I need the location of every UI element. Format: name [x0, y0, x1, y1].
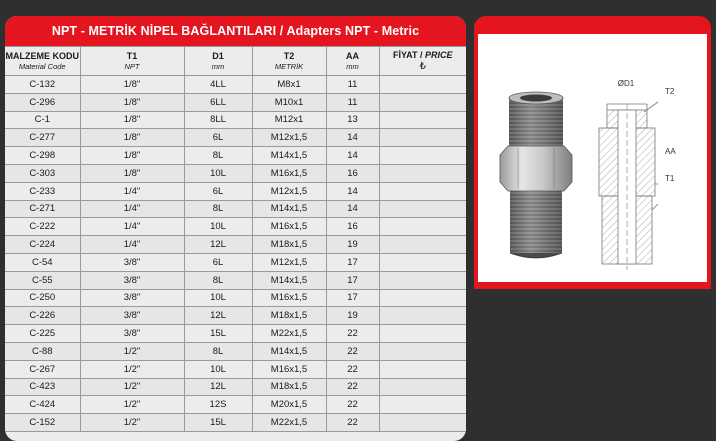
cell-t1: 1/8" — [80, 129, 184, 147]
label-aa: AA — [665, 147, 676, 156]
cell-t1: 3/8" — [80, 253, 184, 271]
cell-aa: 17 — [326, 289, 379, 307]
cell-t1: 1/2" — [80, 378, 184, 396]
cell-price — [379, 164, 466, 182]
cell-t1: 1/8" — [80, 76, 184, 94]
table-title: NPT - METRİK NİPEL BAĞLANTILARI / Adapters NPT - Metric — [5, 16, 466, 46]
cell-t2: M12x1 — [252, 111, 326, 129]
cell-t2: M16x1,5 — [252, 164, 326, 182]
cell-d1: 8L — [184, 147, 252, 165]
price-table-panel — [5, 16, 466, 441]
cell-aa: 14 — [326, 147, 379, 165]
cell-d1: 8LL — [184, 111, 252, 129]
cell-d1: 8L — [184, 271, 252, 289]
cell-t1: 1/4" — [80, 182, 184, 200]
cell-t2: M14x1,5 — [252, 342, 326, 360]
cell-price — [379, 218, 466, 236]
cell-aa: 22 — [326, 414, 379, 432]
cell-t1: 1/4" — [80, 218, 184, 236]
cell-d1: 12L — [184, 307, 252, 325]
cell-material-code: C-224 — [5, 236, 80, 254]
table-row — [5, 111, 466, 129]
adapter-photo — [500, 92, 572, 258]
cell-material-code: C-277 — [5, 129, 80, 147]
cell-aa: 22 — [326, 378, 379, 396]
cell-material-code: C-55 — [5, 271, 80, 289]
header-d1: D1 mm — [184, 47, 252, 76]
cell-price — [379, 342, 466, 360]
cell-d1: 4LL — [184, 76, 252, 94]
cell-material-code: C-132 — [5, 76, 80, 94]
table-row — [5, 93, 466, 111]
cell-aa: 13 — [326, 111, 379, 129]
cell-aa: 16 — [326, 218, 379, 236]
adapter-section-drawing — [599, 102, 658, 270]
adapter-diagram — [478, 34, 707, 282]
cell-t1: 3/8" — [80, 325, 184, 343]
cell-t2: M20x1,5 — [252, 396, 326, 414]
header-t2: T2 METRİK — [252, 47, 326, 76]
cell-material-code: C-54 — [5, 253, 80, 271]
table-row — [5, 378, 466, 396]
cell-t2: M22x1,5 — [252, 414, 326, 432]
cell-t1: 1/8" — [80, 147, 184, 165]
cell-t2: M10x1 — [252, 93, 326, 111]
diagram-panel — [474, 16, 711, 289]
label-t1: T1 — [665, 174, 675, 183]
cell-d1: 6LL — [184, 93, 252, 111]
cell-material-code: C-298 — [5, 147, 80, 165]
cell-t1: 1/2" — [80, 414, 184, 432]
cell-price — [379, 396, 466, 414]
cell-price — [379, 236, 466, 254]
cell-aa: 11 — [326, 93, 379, 111]
table-row — [5, 396, 466, 414]
label-t2: T2 — [665, 87, 675, 96]
header-aa: AA mm — [326, 47, 379, 76]
cell-price — [379, 414, 466, 432]
cell-d1: 10L — [184, 289, 252, 307]
header-t1: T1 NPT — [80, 47, 184, 76]
cell-t2: M14x1,5 — [252, 200, 326, 218]
cell-material-code: C-152 — [5, 414, 80, 432]
cell-t2: M18x1,5 — [252, 378, 326, 396]
table-row — [5, 414, 466, 432]
cell-aa: 22 — [326, 360, 379, 378]
cell-price — [379, 182, 466, 200]
cell-aa: 16 — [326, 164, 379, 182]
cell-d1: 10L — [184, 164, 252, 182]
cell-aa: 19 — [326, 307, 379, 325]
cell-aa: 14 — [326, 129, 379, 147]
cell-aa: 22 — [326, 342, 379, 360]
cell-material-code: C-424 — [5, 396, 80, 414]
cell-material-code: C-226 — [5, 307, 80, 325]
cell-material-code: C-267 — [5, 360, 80, 378]
cell-t1: 3/8" — [80, 289, 184, 307]
cell-t2: M22x1,5 — [252, 325, 326, 343]
cell-t2: M16x1,5 — [252, 289, 326, 307]
cell-aa: 19 — [326, 236, 379, 254]
cell-t1: 1/2" — [80, 396, 184, 414]
cell-material-code: C-250 — [5, 289, 80, 307]
cell-d1: 15L — [184, 414, 252, 432]
table-row — [5, 342, 466, 360]
cell-material-code: C-271 — [5, 200, 80, 218]
cell-price — [379, 76, 466, 94]
cell-material-code: C-423 — [5, 378, 80, 396]
cell-material-code: C-222 — [5, 218, 80, 236]
cell-t2: M16x1,5 — [252, 360, 326, 378]
adapters-table — [5, 46, 466, 432]
cell-aa: 17 — [326, 253, 379, 271]
cell-t2: M14x1,5 — [252, 147, 326, 165]
table-row — [5, 325, 466, 343]
table-row — [5, 147, 466, 165]
cell-d1: 12S — [184, 396, 252, 414]
cell-price — [379, 147, 466, 165]
cell-d1: 10L — [184, 218, 252, 236]
cell-t1: 1/8" — [80, 164, 184, 182]
cell-t1: 3/8" — [80, 271, 184, 289]
cell-t1: 1/4" — [80, 236, 184, 254]
cell-price — [379, 200, 466, 218]
cell-price — [379, 360, 466, 378]
cell-aa: 14 — [326, 182, 379, 200]
table-row — [5, 253, 466, 271]
cell-aa: 22 — [326, 325, 379, 343]
table-row — [5, 271, 466, 289]
cell-t2: M18x1,5 — [252, 307, 326, 325]
cell-t1: 1/8" — [80, 111, 184, 129]
cell-aa: 22 — [326, 396, 379, 414]
cell-t1: 3/8" — [80, 307, 184, 325]
cell-price — [379, 289, 466, 307]
cell-d1: 12L — [184, 236, 252, 254]
cell-material-code: C-233 — [5, 182, 80, 200]
cell-t2: M12x1,5 — [252, 182, 326, 200]
cell-t2: M16x1,5 — [252, 218, 326, 236]
cell-t1: 1/4" — [80, 200, 184, 218]
label-d1: ØD1 — [617, 79, 635, 88]
cell-material-code: C-1 — [5, 111, 80, 129]
cell-price — [379, 93, 466, 111]
cell-price — [379, 111, 466, 129]
table-header-row — [5, 47, 466, 76]
cell-t2: M14x1,5 — [252, 271, 326, 289]
table-row — [5, 289, 466, 307]
cell-price — [379, 378, 466, 396]
header-price: FİYAT / PRICE ₺ — [379, 47, 466, 76]
cell-aa: 14 — [326, 200, 379, 218]
cell-d1: 10L — [184, 360, 252, 378]
cell-material-code: C-88 — [5, 342, 80, 360]
cell-material-code: C-296 — [5, 93, 80, 111]
cell-t1: 1/8" — [80, 93, 184, 111]
cell-d1: 12L — [184, 378, 252, 396]
cell-price — [379, 129, 466, 147]
header-material-code: MALZEME KODU Material Code — [5, 47, 80, 76]
table-row — [5, 307, 466, 325]
cell-material-code: C-303 — [5, 164, 80, 182]
cell-aa: 17 — [326, 271, 379, 289]
cell-price — [379, 271, 466, 289]
table-row — [5, 200, 466, 218]
table-row — [5, 129, 466, 147]
cell-d1: 6L — [184, 182, 252, 200]
table-row — [5, 360, 466, 378]
table-row — [5, 236, 466, 254]
cell-t2: M12x1,5 — [252, 253, 326, 271]
cell-t2: M12x1,5 — [252, 129, 326, 147]
cell-d1: 8L — [184, 342, 252, 360]
cell-d1: 6L — [184, 253, 252, 271]
cell-material-code: C-225 — [5, 325, 80, 343]
cell-d1: 8L — [184, 200, 252, 218]
cell-t2: M8x1 — [252, 76, 326, 94]
table-row — [5, 76, 466, 94]
cell-price — [379, 307, 466, 325]
table-row — [5, 164, 466, 182]
cell-t2: M18x1,5 — [252, 236, 326, 254]
cell-d1: 6L — [184, 129, 252, 147]
cell-t1: 1/2" — [80, 342, 184, 360]
table-row — [5, 182, 466, 200]
cell-t1: 1/2" — [80, 360, 184, 378]
cell-aa: 11 — [326, 76, 379, 94]
cell-d1: 15L — [184, 325, 252, 343]
cell-price — [379, 325, 466, 343]
table-row — [5, 218, 466, 236]
cell-price — [379, 253, 466, 271]
